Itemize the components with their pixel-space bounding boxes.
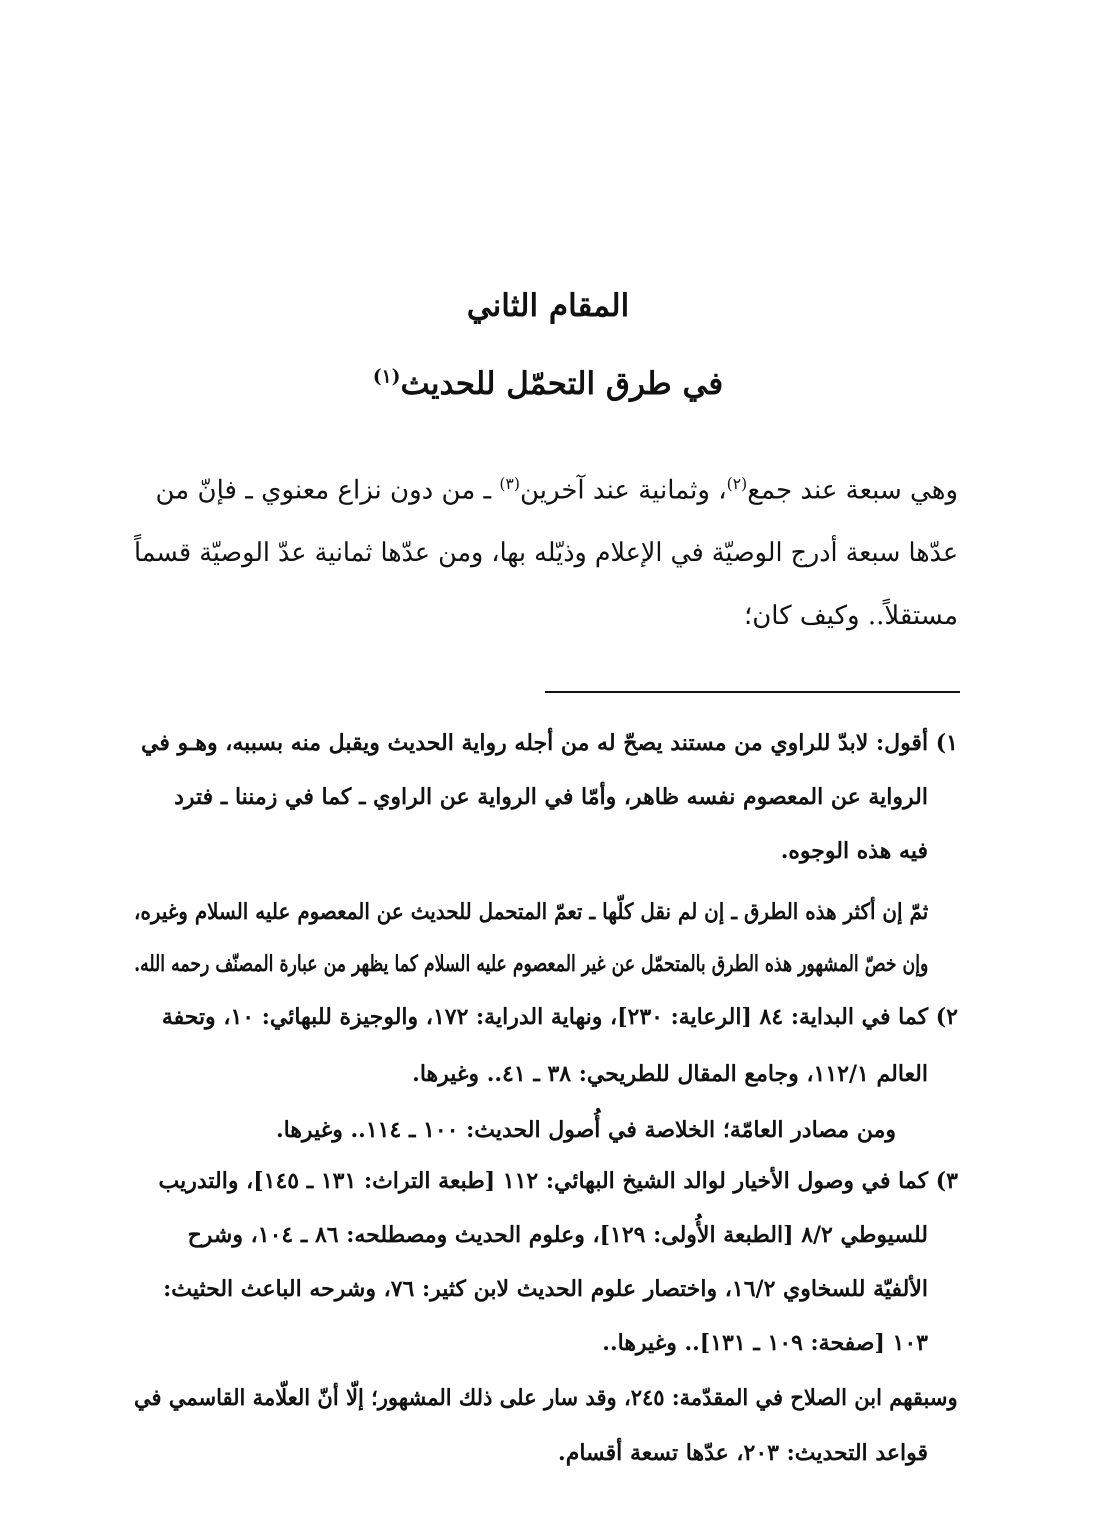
footnote-1-number: ١): [935, 730, 958, 756]
footnote-3-line-5: وسبقهم ابن الصلاح في المقدّمة: ٢٤٥، وقد سار على ذلك المشهور؛ إلّا أنّ العلّامة القاسمي في: [134, 1385, 958, 1411]
footnote-3-line-1: [158, 1168, 958, 1194]
footnote-1-line-1: [141, 730, 958, 756]
footnote-1-line-3: فيه هذه الوجوه.: [780, 838, 928, 864]
footnote-ref-1: (١): [372, 366, 401, 388]
subtitle-text: في طرق التحمّل للحديث: [400, 366, 724, 402]
footnote-3-line-6: قواعد التحديث: ٢٠٣، عدّها تسعة أقسام.: [558, 1440, 928, 1466]
body-text: وهي سبعة عند جمع: [747, 475, 958, 506]
body-line-2: عدّها سبعة أدرج الوصيّة في الإعلام وذيّله بها، ومن عدّها ثمانية عدّ الوصيّة قسماً: [133, 538, 958, 568]
footnote-3-line-3: الألفيّة للسخاوي ١٦/٢، واختصار علوم الحديث لابن كثير: ٧٦، وشرحه الباعث الحثيث:: [163, 1276, 928, 1302]
footnote-2-line-2: العالم ١١٢/١، وجامع المقال للطريحي: ٣٨ ـ ٤١.. وغيرها.: [412, 1061, 928, 1087]
footnote-2-line-1: [162, 1004, 958, 1030]
footnote-1-line-4: ثمّ إن أكثر هذه الطرق ـ إن لم نقل كلّها ـ تعمّ المتحمل للحديث عن المعصوم عليه السلام وغيره،: [133, 899, 928, 925]
footnote-ref-2: (٢): [726, 475, 748, 493]
section-subtitle: [0, 366, 1096, 402]
footnote-1-line-5: وإن خصّ المشهور هذه الطرق بالمتحمّل عن غير المعصوم عليه السلام كما يظهر من عبارة المصنّف رحمه الله.: [133, 951, 928, 977]
footnote-3-line-4: ١٠٣ [صفحة: ١٠٩ ـ ١٣١].. وغيرها..: [602, 1330, 928, 1356]
footnote-text: أقول: لابدّ للراوي من مستند يصحّ له من أجله رواية الحديث ويقبل منه بسببه، وهـو في: [141, 730, 929, 756]
footnote-2-line-3: ومن مصادر العامّة؛ الخلاصة في أُصول الحديث: ١٠٠ ـ ١١٤.. وغيرها.: [275, 1117, 896, 1143]
footnote-2-number: ٢): [935, 1004, 958, 1030]
body-text: ، وثمانية عند آخرين: [519, 475, 727, 506]
footnote-3-line-2: للسيوطي ٨/٢ [الطبعة الأُولى: ١٢٩]، وعلوم الحديث ومصطلحه: ٨٦ ـ ١٠٤، وشرح: [187, 1222, 928, 1248]
footnote-1-line-2: الرواية عن المعصوم نفسه ظاهر، وأمّا في الرواية عن الراوي ـ كما في زمننا ـ فترد: [174, 784, 928, 810]
body-text: ـ من دون نزاع معنوي ـ فإنّ من: [155, 475, 500, 506]
footnote-3-number: ٣): [935, 1168, 958, 1194]
body-line-3: مستقلاً.. وكيف كان؛: [743, 601, 958, 631]
section-title: المقام الثاني: [466, 288, 630, 324]
footnote-ref-3: (٣): [499, 475, 520, 493]
body-line-1: [156, 475, 958, 506]
footnote-text: كما في وصول الأخيار لوالد الشيخ البهائي: ١١٢ [طبعة التراث: ١٣١ ـ ١٤٥]، والتدريب: [158, 1168, 929, 1194]
footnote-separator: [545, 691, 960, 693]
footnote-text: كما في البداية: ٨٤ [الرعاية: ٢٣٠]، ونهاية الدراية: ١٧٢، والوجيزة للبهائي: ١٠، وتحفة: [161, 1004, 929, 1030]
